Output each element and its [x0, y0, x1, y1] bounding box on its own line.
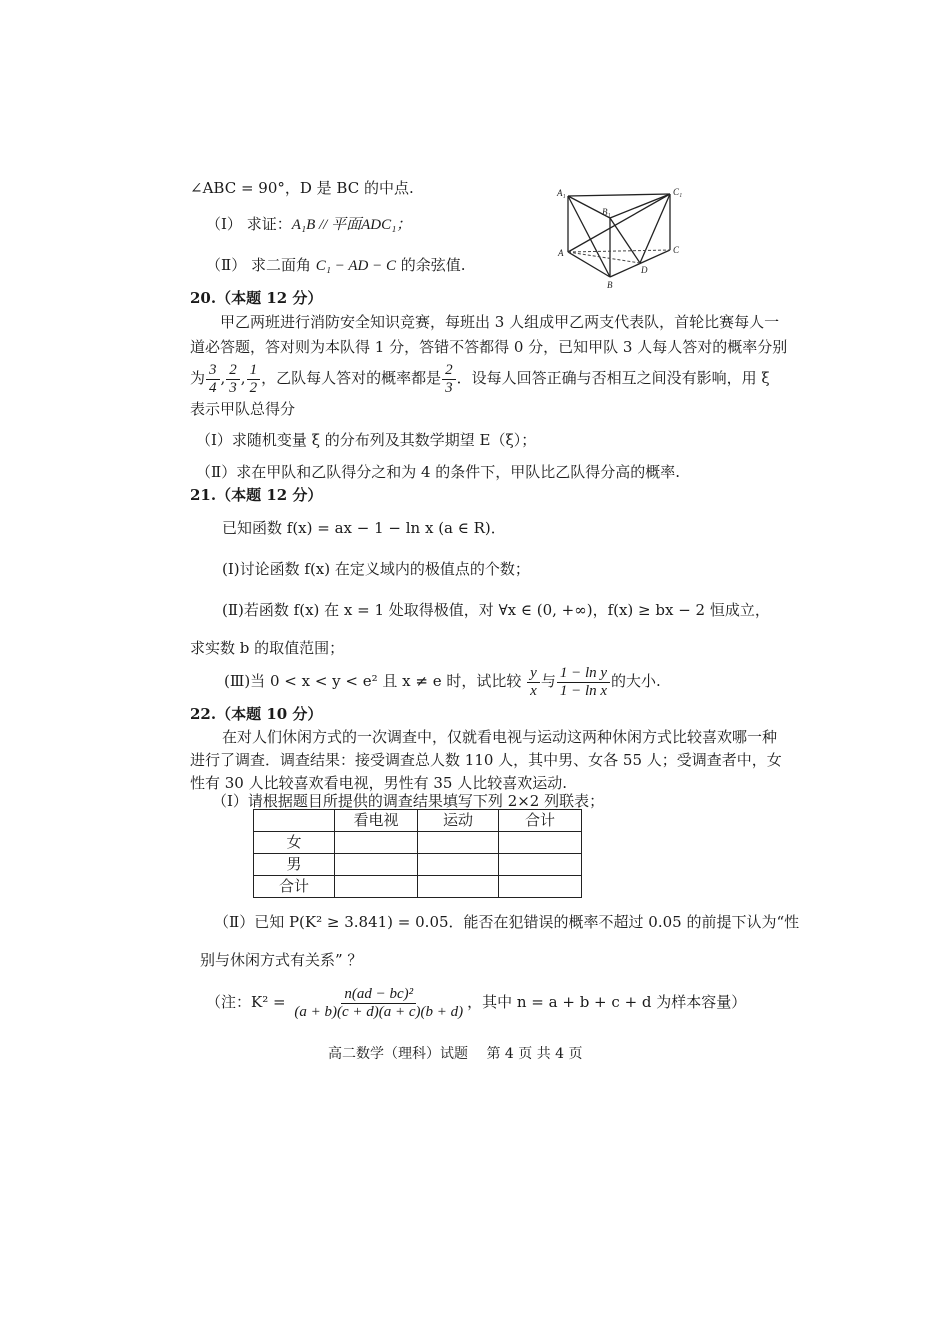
q20-part2: （Ⅱ）求在甲队和乙队得分之和为 4 的条件下，甲队比乙队得分高的概率. — [196, 463, 681, 481]
prism-figure — [555, 182, 690, 292]
q21-header: 21.（本题 12 分） — [190, 486, 323, 504]
q20-line2: 道必答题，答对则为本队得 1 分，答错不答都得 0 分，已知甲队 3 人每人答对的概率分别 — [190, 338, 788, 356]
k2-formula — [291, 986, 466, 1021]
q21-part1: (Ⅰ)讨论函数 f(x) 在定义域内的极值点的个数； — [222, 560, 530, 578]
k2-numerator: n(ad − bc)² — [341, 986, 416, 1004]
q19-part2-expr: C₁ − AD − C — [315, 258, 396, 274]
table-cell — [335, 854, 418, 876]
q20-line3: 为 $\frac{3}{4}$ , $\frac{2}{3}$ , $\frac{1}{2}$ ，乙队每人答对的概率都是 $\frac{2}{3}$ ．设每人回答正确与否相互之间没有影响，用 ξ — [190, 361, 770, 396]
q22-part2-cont: 别与休闲方式有关系” ？ — [200, 951, 363, 969]
q21-part3-mid: 与 — [540, 672, 556, 690]
q20-line3-mid: ，乙队每人答对的概率都是 — [261, 369, 442, 387]
q20-line3-suffix: ．设每人回答正确与否相互之间没有影响，用 ξ — [456, 369, 770, 387]
q19-part1-prefix: （Ⅰ） 求证： — [206, 215, 292, 233]
q21-frac1-den: x — [530, 682, 537, 699]
table-header-cell: 看电视 — [335, 810, 418, 832]
fig-label-a: A — [558, 248, 564, 258]
q20-line3-prefix: 为 — [190, 369, 206, 387]
q19-condition: ∠ABC = 90°，D 是 BC 的中点. — [190, 179, 414, 197]
q20-header: 20.（本题 12 分） — [190, 289, 323, 307]
q21-part2: (Ⅱ)若函数 f(x) 在 x = 1 处取得极值，对 ∀x ∈ (0, +∞)，f(x) ≥ bx − 2 恒成立， — [222, 601, 770, 619]
q19-part1 — [206, 214, 411, 235]
fig-label-c1: C₁ — [673, 187, 683, 197]
q19-part1-expr: A₁B // 平面ADC₁； — [291, 217, 412, 233]
contingency-table — [253, 809, 582, 898]
q21-frac-y-over-x — [527, 665, 540, 700]
q20-prob-a2: $\frac{2}{3}$ — [226, 362, 240, 397]
q21-part3-suffix: 的大小. — [611, 672, 661, 690]
table-row-label: 合计 — [254, 876, 335, 898]
table-cell — [418, 832, 499, 854]
q20-line1: 甲乙两班进行消防安全知识竞赛，每班出 3 人组成甲乙两支代表队，首轮比赛每人一 — [220, 313, 780, 331]
q22-line2: 进行了调查．调查结果：接受调查总人数 110 人，其中男、女各 55 人；受调查者中，女 — [190, 751, 782, 769]
page-footer: 高二数学（理科）试题 第 4 页 共 4 页 — [328, 1046, 583, 1062]
table-header-row — [254, 810, 582, 832]
q22-part2: （Ⅱ）已知 P(K² ≥ 3.841) = 0.05．能否在犯错误的概率不超过 0.05 的前提下认为“性 — [214, 913, 800, 931]
q21-part2-cont: 求实数 b 的取值范围； — [190, 639, 345, 657]
q21-frac1-num: y — [527, 665, 540, 683]
q20-prob-a1: $\frac{3}{4}$ — [206, 362, 220, 397]
fig-label-b: B — [607, 280, 613, 290]
q22-header: 22.（本题 10 分） — [190, 705, 323, 723]
table-row — [254, 832, 582, 854]
q22-line1: 在对人们休闲方式的一次调查中，仅就看电视与运动这两种休闲方式比较喜欢哪一种 — [222, 728, 778, 746]
q22-note — [206, 980, 746, 1024]
q20-line4: 表示甲队总得分 — [190, 400, 296, 418]
table-header-cell: 合计 — [499, 810, 582, 832]
q22-note-prefix: （注：K² = — [206, 993, 286, 1011]
q20-prob-a3: $\frac{1}{2}$ — [247, 362, 261, 397]
table-row — [254, 876, 582, 898]
table-cell — [418, 876, 499, 898]
table-cell — [418, 854, 499, 876]
table-row-label: 女 — [254, 832, 335, 854]
q22-part1: （Ⅰ）请根据题目所提供的调查结果填写下列 2×2 列联表； — [212, 792, 605, 810]
q21-frac2-num: 1 − ln y — [557, 665, 610, 683]
k2-denominator: (a + b)(c + d)(a + c)(b + d) — [294, 1003, 464, 1020]
fig-label-a1: A₁ — [557, 188, 566, 198]
q19-part2-prefix: （Ⅱ） 求二面角 — [206, 256, 311, 274]
q21-part3-prefix: (Ⅲ)当 0 < x < y < e² 且 x ≠ e 时，试比较 — [224, 672, 522, 690]
table-cell — [499, 854, 582, 876]
q20-prob-b: $\frac{2}{3}$ — [442, 362, 456, 397]
table-row — [254, 854, 582, 876]
fig-label-b1: B₁ — [602, 207, 611, 217]
q20-part1: （Ⅰ）求随机变量 ξ 的分布列及其数学期望 E（ξ）； — [196, 431, 537, 449]
q19-part2-suffix: 的余弦值. — [400, 256, 466, 274]
table-cell — [335, 876, 418, 898]
q21-frac2-den: 1 − ln x — [559, 682, 608, 699]
fig-label-c: C — [673, 245, 680, 255]
q19-part2 — [206, 255, 466, 276]
fig-label-d: D — [641, 265, 648, 275]
q21-given: 已知函数 f(x) = ax − 1 − ln x (a ∈ R)． — [222, 519, 506, 537]
table-cell — [499, 832, 582, 854]
q21-frac-ln — [557, 665, 610, 700]
table-header-cell — [254, 810, 335, 832]
table-row-label: 男 — [254, 854, 335, 876]
q21-part3 — [224, 661, 661, 701]
table-cell — [335, 832, 418, 854]
q22-line3: 性有 30 人比较喜欢看电视，男性有 35 人比较喜欢运动. — [190, 774, 568, 792]
q22-note-suffix: ，其中 n = a + b + c + d 为样本容量） — [467, 993, 747, 1011]
table-header-cell: 运动 — [418, 810, 499, 832]
table-cell — [499, 876, 582, 898]
